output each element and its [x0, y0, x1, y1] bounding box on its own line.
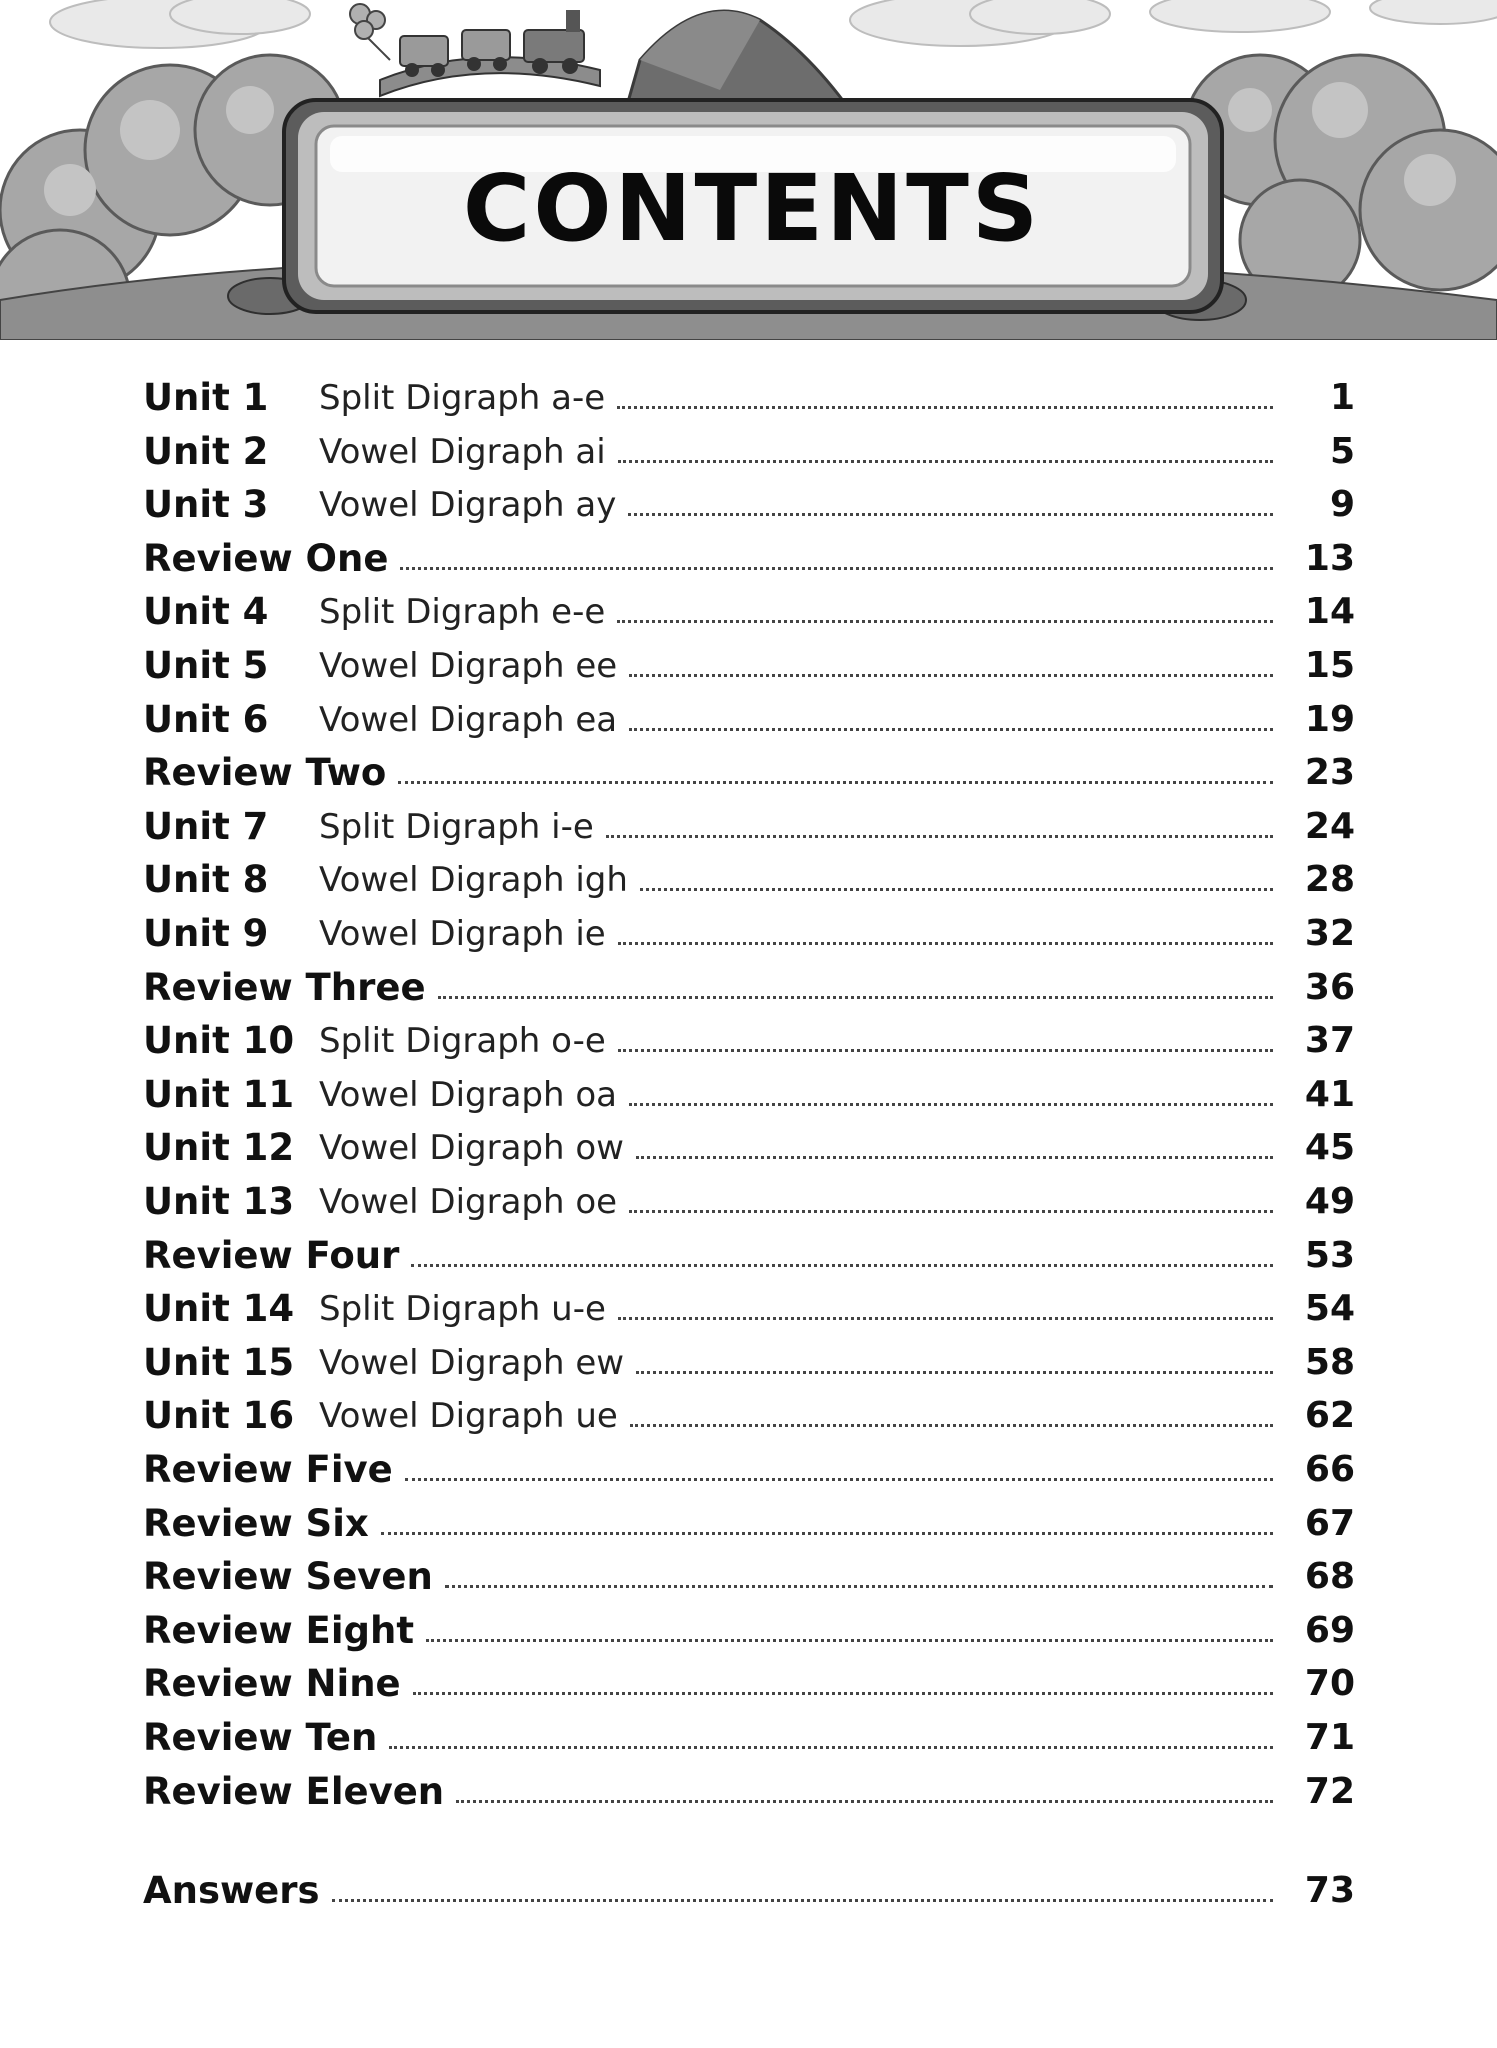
toc-entry-label: Unit 15	[143, 1340, 295, 1384]
toc-entry	[143, 1170, 1355, 1224]
dot-leader	[617, 406, 1273, 409]
toc-entry-title: Vowel Digraph ai	[319, 431, 606, 472]
toc-entry	[143, 1545, 1355, 1599]
toc-entry-label: Unit 9	[143, 912, 269, 955]
toc-entry-title: Vowel Digraph ow	[319, 1128, 624, 1169]
toc-entry-label: Review Three	[143, 965, 426, 1009]
toc-entry-page-number: 69	[1304, 1609, 1355, 1651]
toc-entry-page-number: 32	[1304, 913, 1355, 954]
toc-entry-label: Review Eight	[143, 1608, 415, 1652]
dot-leader	[618, 1049, 1273, 1052]
toc-entry-page-number: 14	[1304, 591, 1355, 633]
toc-entry	[143, 420, 1355, 474]
toc-entry-page-number: 71	[1304, 1717, 1355, 1758]
toc-entry-page-number: 54	[1304, 1288, 1355, 1330]
toc-entry-page-number: 24	[1304, 805, 1355, 847]
toc-entry-page-number: 19	[1304, 698, 1355, 740]
dot-leader	[438, 996, 1273, 999]
toc-entry	[143, 956, 1355, 1010]
toc-entry	[143, 1116, 1355, 1170]
toc-entry-label: Unit 2	[143, 429, 269, 473]
dot-leader	[445, 1585, 1273, 1588]
toc-entry-label: Unit 4	[143, 590, 269, 634]
toc-entry-page-number: 5	[1329, 430, 1355, 472]
dot-leader	[628, 513, 1273, 516]
toc-entry-title: Vowel Digraph ay	[319, 485, 617, 526]
toc-entry-label: Review Ten	[143, 1716, 378, 1759]
dot-leader	[411, 1264, 1273, 1267]
toc-entry-label: Answers	[143, 1869, 320, 1913]
toc-entry-title: Vowel Digraph ew	[319, 1342, 625, 1383]
toc-entry-label: Unit 8	[143, 858, 269, 902]
dot-leader	[629, 1103, 1273, 1106]
toc-entry-title: Split Digraph i-e	[319, 806, 594, 847]
toc-entry-title: Vowel Digraph ea	[319, 699, 618, 740]
toc-entry-page-number: 1	[1329, 377, 1355, 418]
dot-leader	[413, 1692, 1273, 1695]
toc-entry-title: Vowel Digraph ue	[319, 1396, 618, 1437]
toc-entry	[143, 1277, 1355, 1331]
dot-leader	[405, 1478, 1273, 1481]
toc-entry-label: Review Five	[143, 1448, 393, 1491]
toc-entry-label: Unit 1	[143, 376, 269, 419]
dot-leader	[606, 835, 1273, 838]
toc-entry-label: Review Six	[143, 1501, 369, 1545]
toc-entry-label: Review Nine	[143, 1662, 401, 1706]
toc-entry-label: Review Two	[143, 751, 387, 795]
toc-entry	[143, 741, 1355, 795]
toc-entry	[143, 473, 1355, 527]
dot-leader	[630, 1424, 1273, 1427]
toc-entry-label: Unit 6	[143, 697, 269, 741]
toc-entry	[143, 1652, 1355, 1706]
toc-entry-page-number: 62	[1304, 1395, 1355, 1437]
toc-entry-page-number: 36	[1304, 966, 1355, 1008]
toc-entry	[143, 1063, 1355, 1117]
dot-leader	[636, 1156, 1273, 1159]
dot-leader	[629, 674, 1273, 677]
toc-entry-title: Vowel Digraph igh	[319, 860, 628, 901]
dot-leader	[389, 1746, 1273, 1749]
toc-entry-label: Review Four	[143, 1233, 400, 1277]
dot-leader	[381, 1532, 1273, 1535]
toc-entry	[143, 795, 1355, 849]
dot-leader	[400, 567, 1273, 570]
toc-entry-page-number: 15	[1304, 645, 1355, 686]
toc-entry	[143, 1859, 1355, 1913]
toc-entry-title: Vowel Digraph ie	[319, 914, 606, 954]
toc-entry-label: Review One	[143, 536, 389, 580]
toc-entry-label: Unit 10	[143, 1019, 295, 1063]
toc-entry	[143, 1384, 1355, 1438]
toc-entry	[143, 527, 1355, 581]
toc-entry-label: Unit 11	[143, 1072, 295, 1116]
toc-entry-page-number: 66	[1304, 1449, 1355, 1490]
toc-entry-label: Review Seven	[143, 1555, 433, 1599]
toc-entry	[143, 580, 1355, 634]
toc-entry	[143, 1599, 1355, 1653]
dot-leader	[426, 1639, 1273, 1642]
toc-entry-label: Unit 14	[143, 1287, 295, 1331]
toc-entry-page-number: 9	[1329, 484, 1355, 526]
toc-entry-title: Split Digraph u-e	[319, 1289, 606, 1330]
toc-entry	[143, 1760, 1355, 1814]
page-title: CONTENTS	[462, 154, 1042, 262]
dot-leader	[629, 1210, 1273, 1213]
toc-entry-page-number: 58	[1304, 1341, 1355, 1383]
toc-entry-title: Split Digraph e-e	[319, 592, 606, 633]
dot-leader	[398, 781, 1273, 784]
train-icon	[380, 10, 600, 96]
toc-entry-label: Unit 12	[143, 1126, 295, 1170]
toc-entry	[143, 1492, 1355, 1546]
toc-entry-page-number: 28	[1304, 859, 1355, 901]
toc-entry-title: Split Digraph a-e	[319, 378, 606, 418]
toc-entry-label: Unit 7	[143, 804, 269, 848]
toc-entry-page-number: 23	[1304, 752, 1355, 794]
toc-entry	[143, 848, 1355, 902]
toc-entry-title: Split Digraph o-e	[319, 1021, 606, 1062]
toc-entry-title: Vowel Digraph oe	[319, 1182, 618, 1222]
toc-entry-page-number: 68	[1304, 1556, 1355, 1598]
toc-entry-page-number: 72	[1304, 1770, 1355, 1812]
toc-entry-title: Vowel Digraph oa	[319, 1074, 617, 1115]
toc-entry-page-number: 70	[1304, 1663, 1355, 1705]
toc-entry	[143, 1224, 1355, 1278]
balloon-icon	[350, 4, 390, 60]
dot-leader	[332, 1899, 1273, 1902]
toc-entry-page-number: 73	[1304, 1870, 1355, 1912]
dot-leader	[636, 1371, 1273, 1374]
toc-entry	[143, 1009, 1355, 1063]
toc-entry	[143, 1331, 1355, 1385]
toc-entry	[143, 1438, 1355, 1492]
dot-leader	[640, 888, 1273, 891]
toc-entry-page-number: 37	[1304, 1020, 1355, 1062]
toc-entry	[143, 902, 1355, 956]
toc-entry-label: Unit 13	[143, 1180, 295, 1223]
toc-entry-page-number: 53	[1304, 1234, 1355, 1276]
dot-leader	[618, 1317, 1273, 1320]
toc-entry	[143, 1706, 1355, 1760]
toc-entry	[143, 688, 1355, 742]
toc-entry	[143, 634, 1355, 688]
dot-leader	[618, 460, 1273, 463]
toc-entry-page-number: 67	[1304, 1502, 1355, 1544]
toc-entry-title: Vowel Digraph ee	[319, 646, 618, 686]
dot-leader	[629, 728, 1273, 731]
toc-entry-label: Unit 5	[143, 644, 269, 687]
toc-entry-page-number: 45	[1304, 1127, 1355, 1169]
toc-entry	[143, 366, 1355, 420]
toc-entry-label: Unit 3	[143, 483, 269, 527]
dot-leader	[456, 1800, 1273, 1803]
toc-entry-page-number: 41	[1304, 1073, 1355, 1115]
toc-entry-label: Review Eleven	[143, 1769, 445, 1813]
dot-leader	[617, 620, 1273, 623]
toc-entry-label: Unit 16	[143, 1394, 295, 1438]
toc-entry-page-number: 13	[1304, 537, 1355, 579]
toc-entry-page-number: 49	[1304, 1181, 1355, 1222]
dot-leader	[618, 942, 1273, 945]
